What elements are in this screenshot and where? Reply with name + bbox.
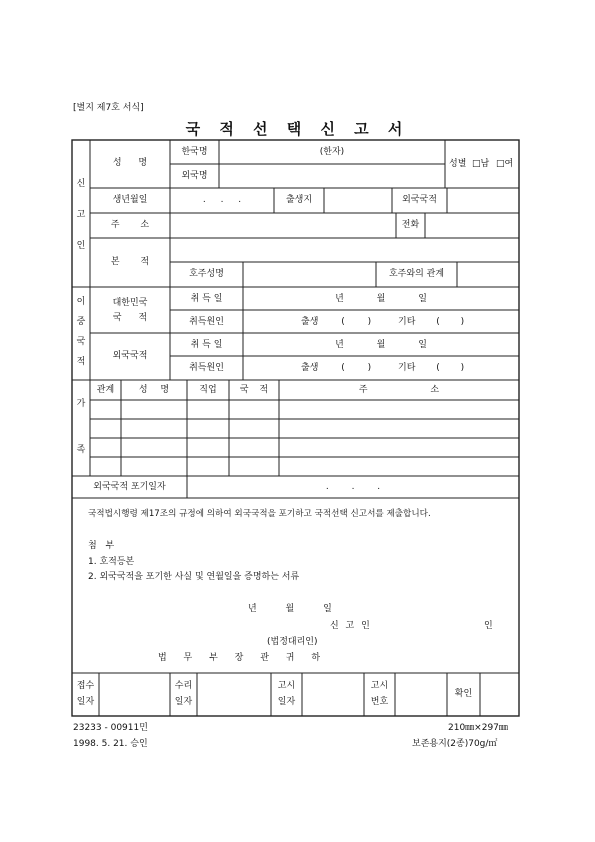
fr-acquired-date-label: 취 득 일 <box>190 340 223 350</box>
renounce-date-label: 외국국적 포기일자 <box>93 482 166 492</box>
kr-acquired-date-label: 취 득 일 <box>190 294 223 304</box>
birth-label: 생년월일 <box>112 195 148 205</box>
family-header-nationality: 국 적 <box>239 385 269 395</box>
foreign-nationality-label: 외국국적 <box>402 195 437 205</box>
accept-label-1: 수리 <box>174 681 193 691</box>
family-header-job: 직업 <box>199 385 217 395</box>
applicant-section-label-3: 인 <box>76 241 86 251</box>
accept-label-2: 일자 <box>174 697 193 707</box>
signing-date[interactable]: 년 월 일 <box>248 604 332 614</box>
name-label: 성 명 <box>112 158 148 168</box>
form-serial: 23233 - 00911민 <box>73 723 148 733</box>
legal-proxy-label: (법정대리인) <box>267 637 318 647</box>
notice-label-1: 고시 <box>277 681 296 691</box>
korea-nationality-label-1: 대한민국 <box>112 298 148 308</box>
family-header-relation: 관계 <box>96 385 115 395</box>
hanja-hint: (한자) <box>319 147 345 157</box>
applicant-section-label-1: 신 <box>76 179 86 189</box>
household-head-label: 호주성명 <box>189 269 224 279</box>
addressee: 법 무 부 장 관 귀 하 <box>158 653 321 663</box>
kr-acquired-date-field[interactable]: 년 월 일 <box>335 294 427 304</box>
birth-date-field[interactable]: . . . <box>202 195 242 205</box>
sex-male-checkbox[interactable]: □남 <box>472 159 490 169</box>
notice-no-label-2: 번호 <box>370 697 389 707</box>
paper-size: 210㎜×297㎜ <box>448 723 508 733</box>
kr-other-reason[interactable]: 기타 ( ) <box>398 317 465 327</box>
foreign-nationality-block-label: 외국국적 <box>112 351 148 361</box>
address-label: 주 소 <box>110 220 150 230</box>
dual-section-label-2: 중 <box>76 317 86 327</box>
sex-label: 성별 <box>449 159 467 169</box>
korea-nationality-label-2: 국 적 <box>112 313 148 323</box>
renounce-date-field[interactable]: . . . <box>325 482 381 492</box>
dual-section-label-1: 이 <box>76 297 86 307</box>
sex-female-checkbox[interactable]: □여 <box>496 159 514 169</box>
approval-date: 1998. 5. 21. 승인 <box>73 739 148 749</box>
korean-name-label: 한국명 <box>181 147 208 157</box>
attachment-title: 첨 부 <box>88 541 115 551</box>
attachment-1: 1. 호적등본 <box>88 557 135 567</box>
form-code: [별지 제7호 서식] <box>73 103 144 113</box>
birthplace-label: 출생지 <box>285 195 313 205</box>
receipt-label-1: 접수 <box>76 681 95 691</box>
phone-label: 전화 <box>401 220 420 230</box>
fr-other-reason[interactable]: 기타 ( ) <box>398 363 465 373</box>
receipt-label-2: 일자 <box>76 697 95 707</box>
kr-acquired-reason-label: 취득원인 <box>189 317 224 327</box>
confirm-label: 확인 <box>454 689 473 699</box>
kr-birth-reason[interactable]: 출생 ( ) <box>301 317 372 327</box>
domicile-label: 본 적 <box>110 257 150 267</box>
fr-acquired-reason-label: 취득원인 <box>189 363 224 373</box>
dual-section-label-4: 적 <box>76 357 86 367</box>
notice-no-label-1: 고시 <box>370 681 389 691</box>
paper-type: 보존용지(2종)70g/㎡ <box>412 739 498 749</box>
statement-body: 국적법시행령 제17조의 규정에 의하여 외국국적을 포기하고 국적선택 신고서를 제출합니다. <box>88 509 431 519</box>
family-section-label-2: 족 <box>76 445 86 455</box>
fr-acquired-date-field[interactable]: 년 월 일 <box>335 340 427 350</box>
seal-mark[interactable]: 인 <box>484 621 493 631</box>
family-header-name: 성 명 <box>138 385 170 395</box>
foreign-name-label: 외국명 <box>181 171 208 181</box>
attachment-2: 2. 외국국적을 포기한 사실 및 연월일을 증명하는 서류 <box>88 572 300 582</box>
family-section-label-1: 가 <box>76 399 86 409</box>
reporter-label: 신 고 인 <box>330 621 370 631</box>
notice-label-2: 일자 <box>277 697 296 707</box>
applicant-section-label-2: 고 <box>76 210 86 220</box>
fr-birth-reason[interactable]: 출생 ( ) <box>301 363 372 373</box>
relation-label: 호주와의 관계 <box>388 269 445 279</box>
family-header-address: 주 소 <box>358 385 440 395</box>
dual-section-label-3: 국 <box>76 337 86 347</box>
form-title: 국 적 선 택 신 고 서 <box>185 120 410 138</box>
